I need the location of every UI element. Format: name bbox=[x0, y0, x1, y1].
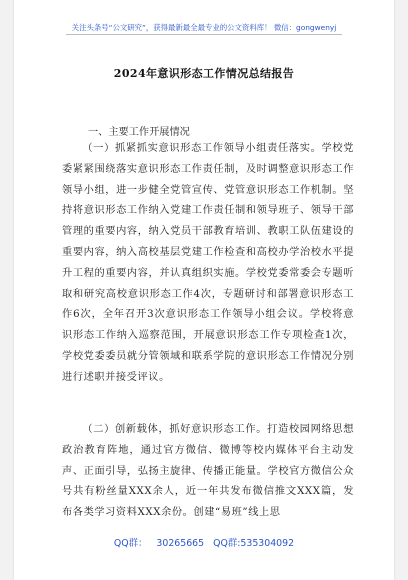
footer-qq-groups[interactable]: QQ群： 30265665 QQ群:535304092 bbox=[113, 538, 295, 549]
document-title: 2024年意识形态工作情况总结报告 bbox=[113, 67, 295, 80]
section-heading: 一、主要工作开展情况 bbox=[88, 127, 190, 138]
body-paragraph: （二）创新载体，抓好意识形态工作。打造校园网络思想政治教育阵地，通过官方微信、微博等校内媒体平台主动发声、正面引导，弘扬主旋律、传播正能量。学校官方微信公众号共有粉丝量XXX余人，近一年共发布微信推文XXX篇，发布各类学习资料XXX余份。创建“易班”线上思 bbox=[62, 424, 354, 519]
header-promo-banner[interactable]: 关注头条号“公文研究”，获得最新最全最专业的公文资料库！ 微信：gongwenyj bbox=[71, 23, 337, 32]
header-divider bbox=[66, 34, 342, 35]
body-paragraph: （一）抓紧抓实意识形态工作领导小组责任落实。学校党委紧紧围绕落实意识形态工作责任制，及时调整意识形态工作领导小组，进一步健全党管宣传、党管意识形态工作机制。坚持将意识形态工作纳入党建工作责任制和领导班子、领导干部管理的重要内容，纳入党员干部教育培训、教职工队伍建设的重要内容，纳入高校基层党建工作检查和高校办学治校水平提升工程的重要内容，并认真组织实施。学校党委常委会专题听取和研究高校意识形态工作4次，专题研讨和部署意识形态工作6次，全年召开3次意识形态工作领导小组会议。学校将意识形态工作纳入巡察范围，开展意识形态工作专项检查1次，学校党委委员就分管领域和联系学院的意识形态工作情况分别进行述职并接受评议。 bbox=[62, 143, 354, 383]
document-page bbox=[14, 0, 394, 580]
